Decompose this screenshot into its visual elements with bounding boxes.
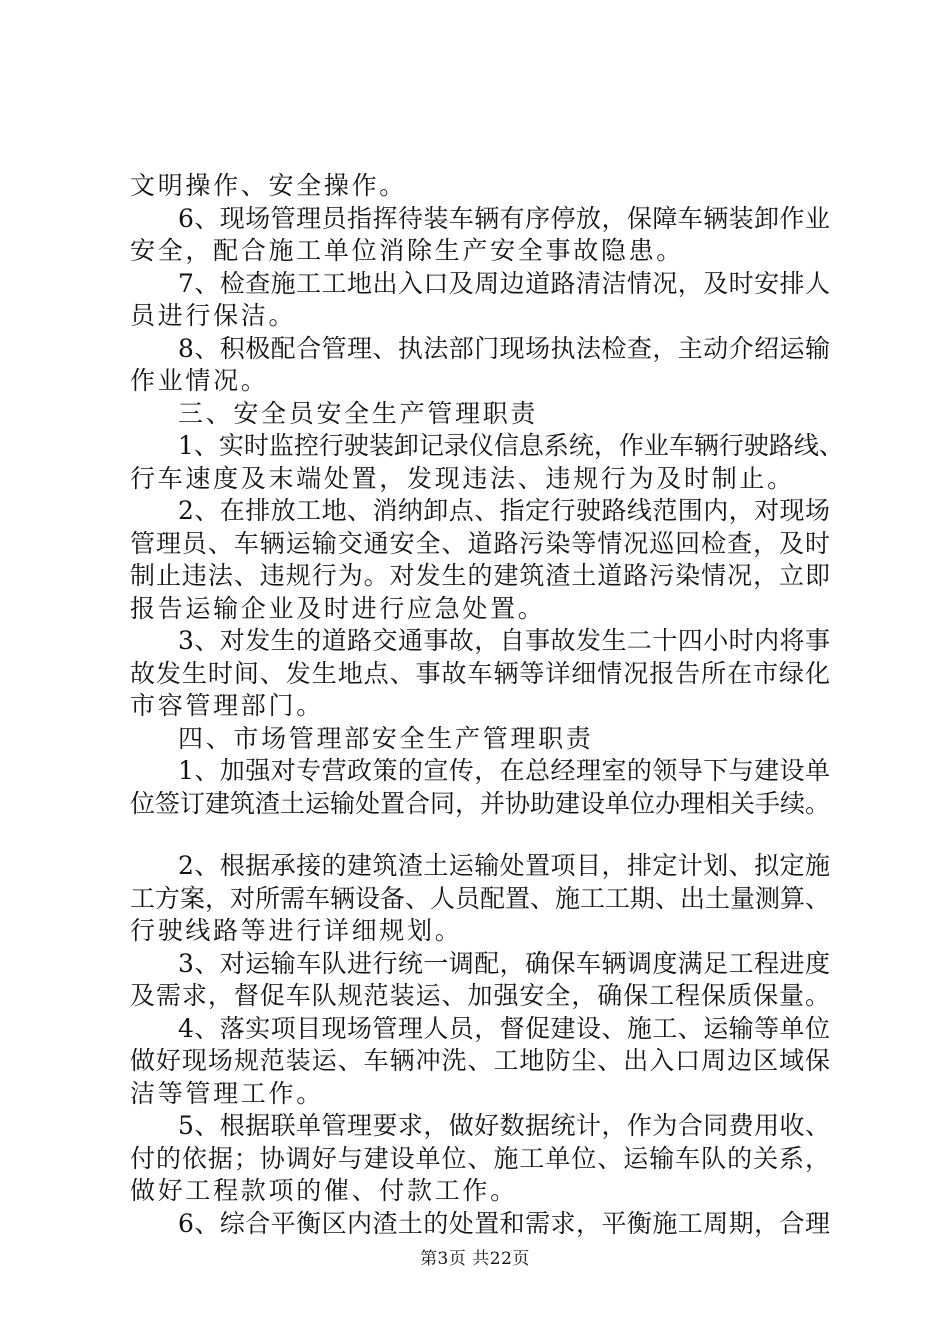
text-line: 洁等管理工作。 [130,1078,324,1108]
text-line: 行车速度及末端处置，发现违法、违规行为及时制止。 [130,463,795,493]
text-line: 文明操作、安全操作。 [130,171,408,200]
text-line: 位签订建筑渣土运输处置合同，并协助建设单位办理相关手续。 [130,788,831,818]
text-line: 6、现场管理员指挥待装车辆有序停放，保障车辆装卸作业 [178,203,830,233]
text-line: 管理员、车辆运输交通安全、道路污染等情况巡回检查，及时 [130,528,830,558]
text-line: 2、在排放工地、消纳卸点、指定行驶路线范围内，对现场 [178,496,830,525]
text-line: 付的依据；协调好与建设单位、施工单位、运输车队的关系， [130,1143,830,1173]
text-line: 3、对运输车队进行统一调配，确保车辆调度满足工程进度 [178,948,830,978]
text-line: 市容管理部门。 [130,691,324,720]
text-line: 6、综合平衡区内渣土的处置和需求，平衡施工周期，合理 [178,1208,830,1238]
text-line: 2、根据承接的建筑渣土运输处置项目，排定计划、拟定施 [178,851,830,880]
text-line: 8、积极配合管理、执法部门现场执法检查，主动介绍运输 [178,333,830,363]
text-line: 制止违法、违规行为。对发生的建筑渣土道路污染情况，立即 [130,561,830,590]
section-heading: 四、市场管理部安全生产管理职责 [178,723,594,753]
text-line: 员进行保洁。 [130,301,297,330]
text-line: 4、落实项目现场管理人员，督促建设、施工、运输等单位 [178,1013,830,1043]
page-number-footer: 第3页 共22页 [420,1249,530,1269]
text-line: 7、检查施工工地出入口及周边道路清洁情况，及时安排人 [178,268,830,298]
text-line: 故发生时间、发生地点、事故车辆等详细情况报告所在市绿化 [130,658,830,688]
text-line: 做好工程款项的催、付款工作。 [130,1176,518,1205]
section-heading: 三、安全员安全生产管理职责 [178,398,539,428]
text-line: 行驶线路等进行详细规划。 [130,916,463,945]
text-line: 3、对发生的道路交通事故，自事故发生二十四小时内将事 [178,626,830,655]
text-line: 及需求，督促车队规范装运、加强安全，确保工程保质保量。 [130,981,830,1010]
document-body [130,170,844,1240]
text-line: 1、加强对专营政策的宣传，在总经理室的领导下与建设单 [178,756,830,785]
text-line: 作业情况。 [130,366,269,395]
text-line: 5、根据联单管理要求，做好数据统计，作为合同费用收、 [178,1111,830,1140]
text-line: 1、实时监控行驶装卸记录仪信息系统，作业车辆行驶路线、 [178,431,844,460]
text-line: 安全，配合施工单位消除生产安全事故隐患。 [130,236,685,265]
text-line: 工方案，对所需车辆设备、人员配置、施工工期、出土量测算、 [130,883,831,913]
text-line: 做好现场规范装运、车辆冲洗、工地防尘、出入口周边区域保 [130,1046,830,1075]
text-line: 报告运输企业及时进行应急处置。 [130,593,546,623]
